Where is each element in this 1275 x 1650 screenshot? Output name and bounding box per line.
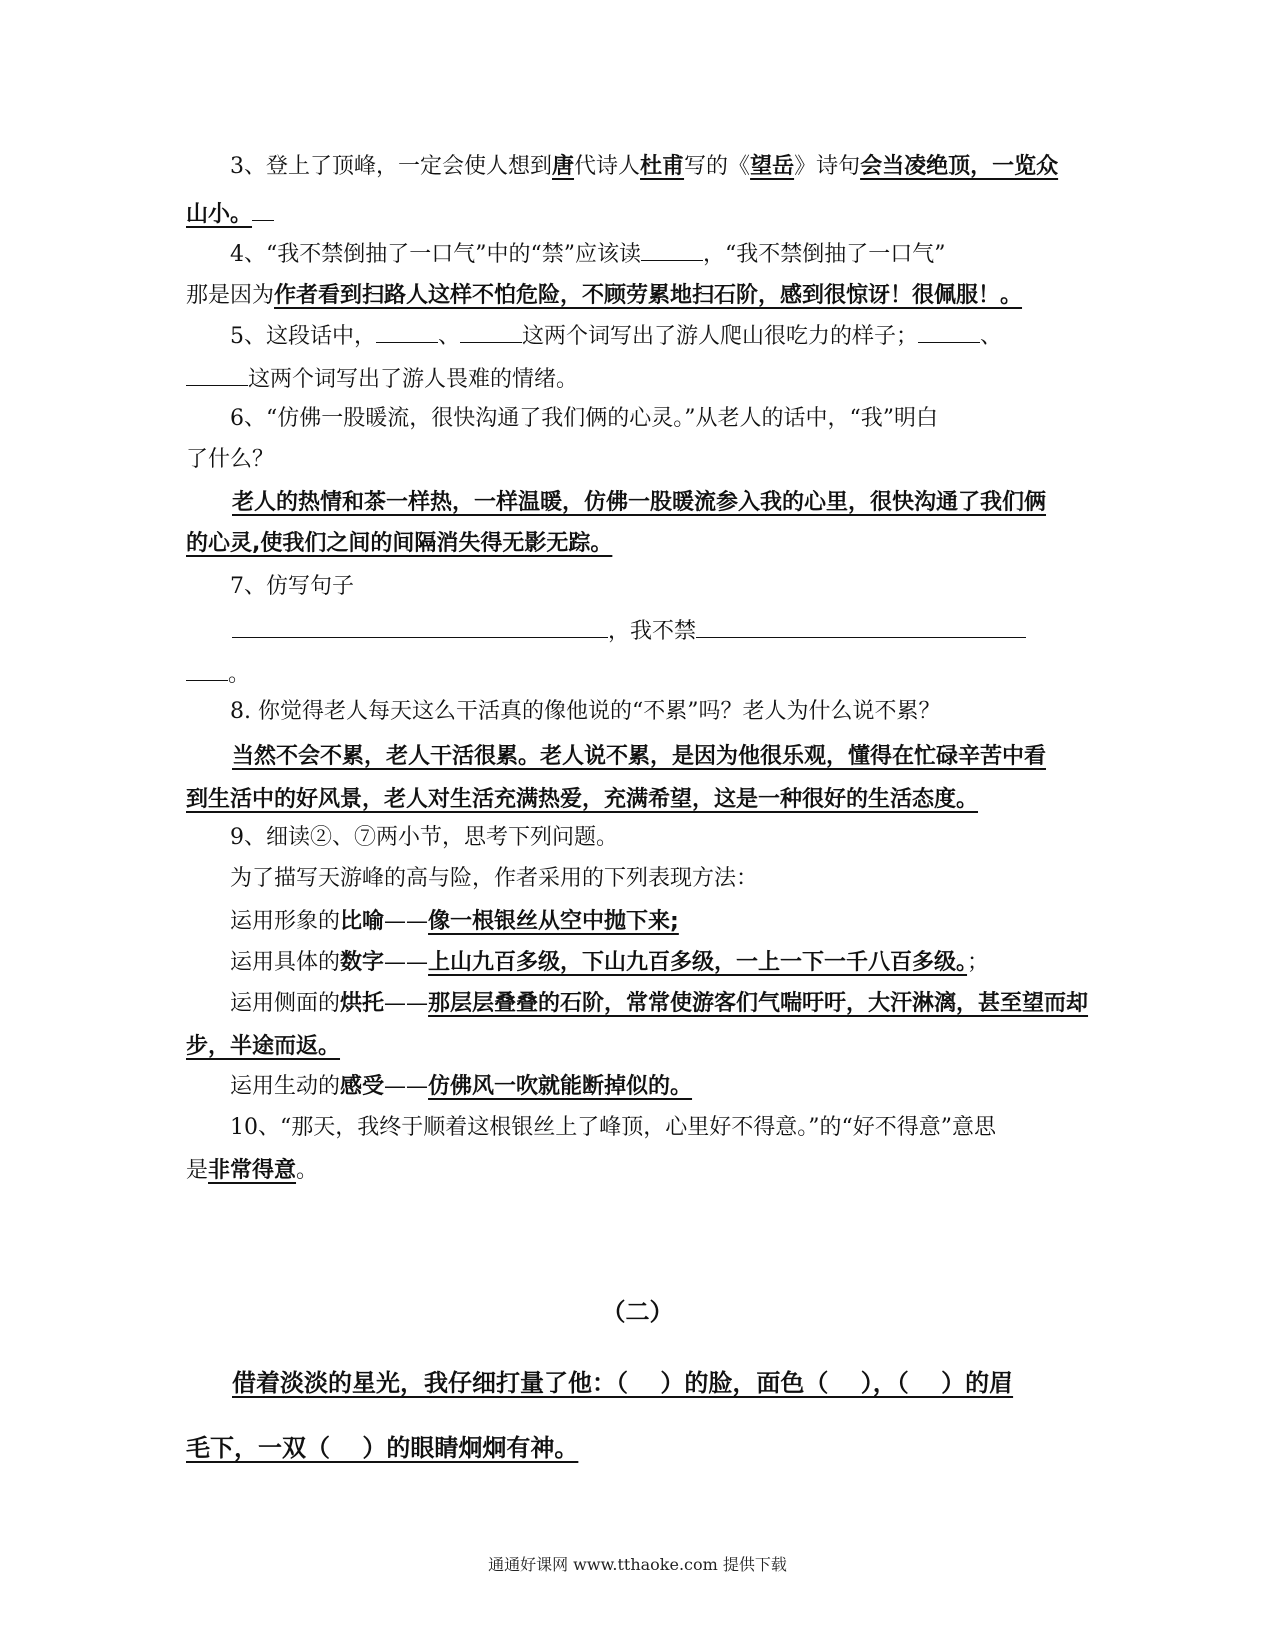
section2-line-2	[186, 1433, 1086, 1463]
q10-text: 。	[296, 1158, 319, 1183]
q8-text: 8. 你觉得老人每天这么干活真的像他说的“不累”吗？老人为什么说不累？	[230, 699, 941, 724]
q9-row-numbers	[230, 948, 1130, 978]
answer-blank	[696, 615, 1026, 638]
section2-fill-in: 借着淡淡的星光，我仔细打量了他：（ ）的脸，面色（ ），（ ）的眉	[232, 1369, 1014, 1397]
q5-text: 、	[438, 324, 461, 349]
q9-line-2	[230, 864, 1130, 894]
q3-text: 3、登上了顶峰，一定会使人想到	[230, 154, 552, 179]
q9-term: 比喻	[340, 909, 385, 934]
q6-answer-line-2	[186, 529, 1086, 559]
q3-answer-poem: 望岳	[750, 154, 795, 179]
q9-answer: 步，半途而返。	[186, 1034, 341, 1059]
q6-answer: 老人的热情和茶一样热，一样温暖，仿佛一股暖流参入我的心里，很快沟通了我们俩	[232, 490, 1047, 515]
q3-text: 》诗句	[794, 154, 861, 179]
q9-dash: ——	[384, 909, 429, 934]
q8-answer: 到生活中的好风景，老人对生活充满热爱，充满希望，这是一种很好的生活态度。	[186, 787, 979, 812]
q7-line-2	[232, 615, 1132, 647]
q8-answer-line-2	[186, 785, 1086, 815]
q9-answer: 上山九百多级，下山九百多级，一上一下一千八百多级。	[428, 950, 968, 975]
q5-line-1	[230, 320, 1130, 352]
q9-text: 运用生动的	[230, 1074, 341, 1099]
q9-term: 数字	[340, 950, 385, 975]
section2-fill-in: 毛下，一双（ ）的眼睛炯炯有神。	[186, 1434, 579, 1462]
q9-text: 运用形象的	[230, 909, 341, 934]
q6-text: 6、“仿佛一股暖流，很快沟通了我们俩的心灵。”从老人的话中，“我”明白	[230, 406, 938, 431]
q9-row-contrast-cont	[186, 1032, 1086, 1062]
q3-answer-verse-end: 山小。	[186, 202, 253, 227]
q3-answer-poet: 杜甫	[640, 154, 685, 179]
q7-line-3	[186, 658, 1086, 690]
q8-answer: 当然不会不累，老人干活很累。老人说不累，是因为他很乐观，懂得在忙碌辛苦中看	[232, 744, 1047, 769]
q10-line-1	[230, 1113, 1130, 1143]
answer-blank	[232, 615, 608, 638]
q6-line-1	[230, 404, 1130, 434]
q9-dash: ——	[384, 991, 429, 1016]
q6-line-2	[186, 445, 1086, 475]
section-heading: （二）	[601, 1298, 674, 1326]
q4-text: ，“我不禁倒抽了一口气”	[703, 242, 946, 267]
q9-row-feeling	[230, 1072, 1130, 1102]
q3-line-1	[230, 152, 1130, 182]
q3-answer-dynasty: 唐	[552, 154, 575, 179]
answer-blank	[918, 320, 980, 343]
q4-answer: 作者看到扫路人这样不怕危险，不顾劳累地扫石阶，感到很惊讶！很佩服！。	[274, 283, 1023, 308]
q7-text: 。	[228, 662, 251, 687]
q9-text: 9、细读②、⑦两小节，思考下列问题。	[230, 825, 618, 850]
q8-answer-line-1	[232, 742, 1132, 772]
q9-term: 感受	[340, 1074, 385, 1099]
q9-text: ；	[967, 950, 990, 975]
q10-text: 是	[186, 1158, 209, 1183]
q7-line-1	[230, 572, 1130, 602]
q9-text: 为了描写天游峰的高与险，作者采用的下列表现方法：	[230, 866, 759, 891]
page-footer: 通通好课网 www.tthaoke.com 提供下载	[488, 1555, 787, 1574]
answer-blank	[376, 320, 438, 343]
q9-answer: 仿佛风一吹就能断掉似的。	[428, 1074, 693, 1099]
q7-text: 7、仿写句子	[230, 574, 354, 599]
q5-text: 5、这段话中，	[230, 324, 376, 349]
q9-dash: ——	[384, 1074, 429, 1099]
q4-line-1	[230, 238, 1130, 270]
q9-answer: 像一根银丝从空中抛下来;	[428, 909, 679, 934]
q3-line-2	[186, 198, 1086, 230]
q10-answer: 非常得意	[208, 1158, 297, 1183]
q9-dash: ——	[384, 950, 429, 975]
section2-line-1	[232, 1368, 1132, 1398]
q9-row-contrast	[230, 989, 1130, 1019]
q9-row-metaphor	[230, 907, 1130, 937]
answer-blank	[641, 238, 703, 261]
answer-blank	[186, 658, 228, 681]
q9-line-1	[230, 823, 1130, 853]
q5-line-2	[186, 363, 1086, 395]
q3-text: 写的《	[684, 154, 751, 179]
q5-text: 、	[980, 324, 1003, 349]
q9-answer: 那层层叠叠的石阶，常常使游客们气喘吁吁，大汗淋漓，甚至望而却	[428, 991, 1089, 1016]
q8-line-1	[230, 697, 1130, 727]
q9-text: 运用侧面的	[230, 991, 341, 1016]
q6-answer-line-1	[232, 488, 1132, 518]
q3-text: 代诗人	[574, 154, 641, 179]
q7-text: ，我不禁	[608, 619, 697, 644]
q5-text: 这两个词写出了游人爬山很吃力的样子；	[522, 324, 919, 349]
answer-blank	[186, 363, 248, 386]
q9-term: 烘托	[340, 991, 385, 1016]
q6-answer: 的心灵,使我们之间的间隔消失得无影无踪。	[186, 531, 613, 556]
q9-text: 运用具体的	[230, 950, 341, 975]
q6-text: 了什么？	[186, 447, 275, 472]
q10-text: 10、“那天，我终于顺着这根银丝上了峰顶，心里好不得意。”的“好不得意”意思	[230, 1115, 996, 1140]
q10-line-2	[186, 1156, 1086, 1186]
q4-text: 那是因为	[186, 283, 275, 308]
q3-answer-verse: 会当凌绝顶，一览众	[860, 154, 1059, 179]
q4-text: 4、“我不禁倒抽了一口气”中的“禁”应该读	[230, 242, 641, 267]
answer-blank	[460, 320, 522, 343]
q5-text: 这两个词写出了游人畏难的情绪。	[248, 367, 579, 392]
q4-line-2	[186, 281, 1086, 311]
answer-blank	[252, 198, 274, 221]
